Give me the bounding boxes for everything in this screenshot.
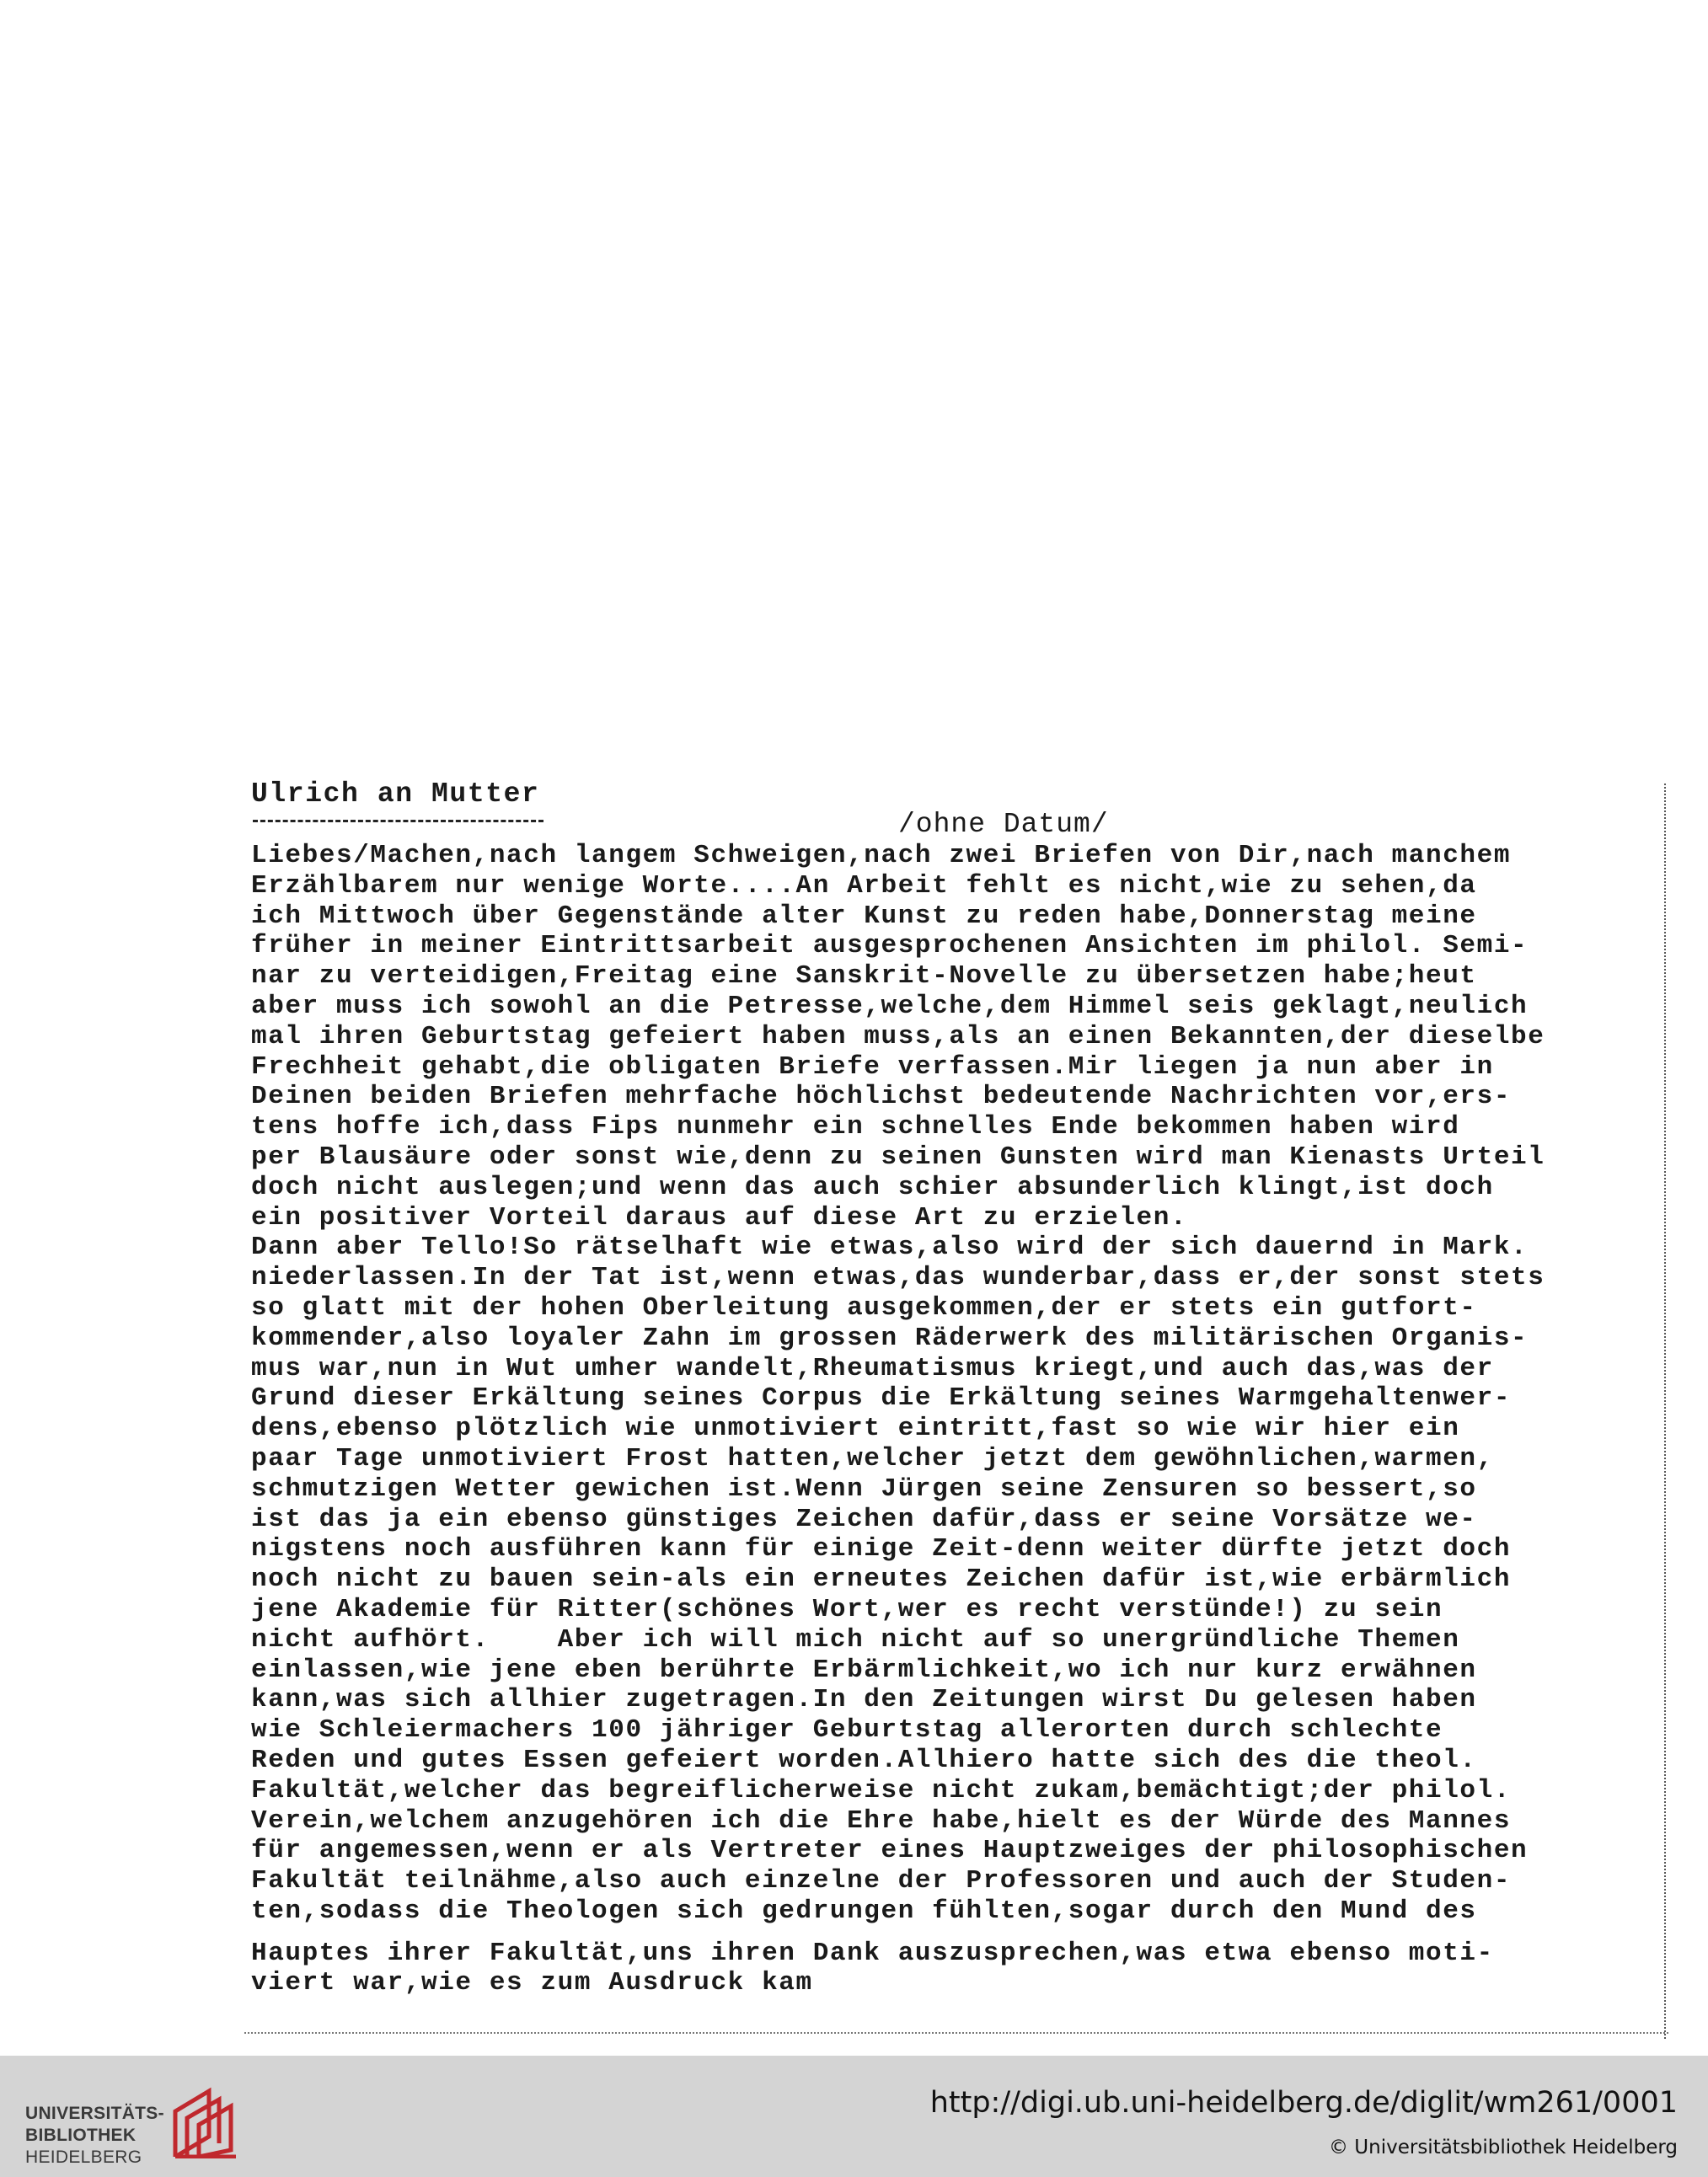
letter-line: ein positiver Vorteil daraus auf diese Art zu erzielen.: [251, 1202, 1188, 1233]
page-edge-right: [1664, 784, 1666, 2039]
date-note: /ohne Datum/: [898, 809, 1109, 840]
page-edge-bottom: [244, 2032, 1668, 2034]
letter-line: Reden und gutes Essen gefeiert worden.Allhiero hatte sich des die theol.: [251, 1745, 1477, 1775]
logo-line-2: BIBLIOTHEK: [25, 2126, 137, 2145]
letter-line: niederlassen.In der Tat ist,wenn etwas,das wunderbar,dass er,der sonst stets: [251, 1263, 1545, 1293]
letter-line: Liebes/Machen,nach langem Schweigen,nach zwei Briefen von Dir,nach manchem: [251, 841, 1512, 870]
letter-line: viert war,wie es zum Ausdruck kam: [251, 1968, 813, 1998]
letter-line: kann,was sich allhier zugetragen.In den Zeitungen wirst Du gelesen haben: [251, 1685, 1477, 1715]
letter-line: kommender,also loyaler Zahn im grossen Räderwerk des militärischen Organis-: [251, 1323, 1529, 1353]
letter-line: per Blausäure oder sonst wie,denn zu seinen Gunsten wird man Kienasts Urteil: [251, 1142, 1545, 1172]
letter-line: mal ihren Geburtstag gefeiert haben muss,als an einen Bekannten,der dieselbe: [251, 1021, 1545, 1051]
letter-line: paar Tage unmotiviert Frost hatten,welcher jetzt dem gewöhnlichen,warmen,: [251, 1443, 1494, 1474]
letter-line: Grund dieser Erkältung seines Corpus die Erkältung seines Warmgehaltenwer-: [251, 1383, 1512, 1414]
letter-line: nigstens noch ausführen kann für einige Zeit-denn weiter dürfte jetzt doch: [251, 1534, 1512, 1565]
letter-line: ist das ja ein ebenso günstiges Zeichen dafür,dass er seine Vorsätze we-: [251, 1504, 1477, 1534]
letter-line: nicht aufhört. Aber ich will mich nicht auf so unergründliche Themen: [251, 1624, 1460, 1655]
letter-body: [251, 841, 1675, 1998]
letter-line: Verein,welchem anzugehören ich die Ehre habe,hielt es der Würde des Mannes: [251, 1805, 1512, 1836]
letter-line: jene Akademie für Ritter(schönes Wort,wer es recht verstünde!) zu sein: [251, 1594, 1443, 1624]
letter-line: so glatt mit der hohen Oberleitung ausgekommen,der er stets ein gutfort-: [251, 1292, 1477, 1323]
letter-line: tens hoffe ich,dass Fips nunmehr ein schnelles Ende bekommen haben wird: [251, 1112, 1460, 1142]
library-books-icon: [170, 2086, 241, 2158]
typewritten-letter: [251, 773, 1667, 1998]
letter-line: einlassen,wie jene eben berührte Erbärmlichkeit,wo ich nur kurz erwähnen: [251, 1655, 1477, 1685]
logo-line-1: UNIVERSITÄTS-: [25, 2104, 164, 2123]
letter-line: Deinen beiden Briefen mehrfache höchlichst bedeutende Nachrichten vor,ers-: [251, 1082, 1512, 1112]
source-url[interactable]: http://digi.ub.uni-heidelberg.de/diglit/wm261/0001: [929, 2086, 1678, 2120]
letter-heading: Ulrich an Mutter: [251, 778, 540, 810]
letter-line: ten,sodass die Theologen sich gedrungen fühlten,sogar durch den Mund des: [251, 1896, 1477, 1926]
letter-line: ich Mittwoch über Gegenstände alter Kunst zu reden habe,Donnerstag meine: [251, 901, 1477, 931]
letter-line: doch nicht auslegen;und wenn das auch schier absunderlich klingt,ist doch: [251, 1172, 1494, 1202]
heading-underline: [253, 820, 543, 822]
letter-line: für angemessen,wenn er als Vertreter eines Hauptzweiges der philosophischen: [251, 1836, 1529, 1866]
logo-line-3: HEIDELBERG: [25, 2148, 142, 2167]
library-logo[interactable]: [22, 2081, 249, 2165]
letter-line: Dann aber Tello!So rätselhaft wie etwas,also wird der sich dauernd in Mark.: [251, 1233, 1529, 1263]
corner-scan-mark: [1601, 0, 1668, 5]
letter-line: mus war,nun in Wut umher wandelt,Rheumatismus kriegt,und auch das,was der: [251, 1353, 1494, 1383]
letter-line: wie Schleiermachers 100 jähriger Geburtstag allerorten durch schlechte: [251, 1715, 1443, 1746]
letter-line: Fakultät,welcher das begreiflicherweise nicht zukam,bemächtigt;der philol.: [251, 1775, 1512, 1805]
letter-line: früher in meiner Eintrittsarbeit ausgesprochenen Ansichten im philol. Semi-: [251, 931, 1529, 961]
footer-bar: [0, 2056, 1708, 2177]
letter-line: aber muss ich sowohl an die Petresse,welche,dem Himmel seis geklagt,neulich: [251, 991, 1529, 1021]
letter-line: nar zu verteidigen,Freitag eine Sanskrit-Novelle zu übersetzen habe;heut: [251, 961, 1477, 992]
copyright-notice: © Universitätsbibliothek Heidelberg: [1328, 2137, 1678, 2158]
letter-line: schmutzigen Wetter gewichen ist.Wenn Jürgen seine Zensuren so bessert,so: [251, 1474, 1477, 1504]
letter-line: Fakultät teilnähme,also auch einzelne der Professoren und auch der Studen-: [251, 1866, 1512, 1896]
letter-line: Erzählbarem nur wenige Worte....An Arbeit fehlt es nicht,wie zu sehen,da: [251, 870, 1477, 901]
letter-line: noch nicht zu bauen sein-als ein erneutes Zeichen dafür ist,wie erbärmlich: [251, 1565, 1512, 1595]
letter-line: Frechheit gehabt,die obligaten Briefe verfassen.Mir liegen ja nun aber in: [251, 1051, 1494, 1082]
letter-line: Hauptes ihrer Fakultät,uns ihren Dank auszusprechen,was etwa ebenso moti-: [251, 1938, 1494, 1968]
logo-text: [25, 2103, 164, 2169]
letter-line: dens,ebenso plötzlich wie unmotiviert eintritt,fast so wie wir hier ein: [251, 1414, 1460, 1444]
